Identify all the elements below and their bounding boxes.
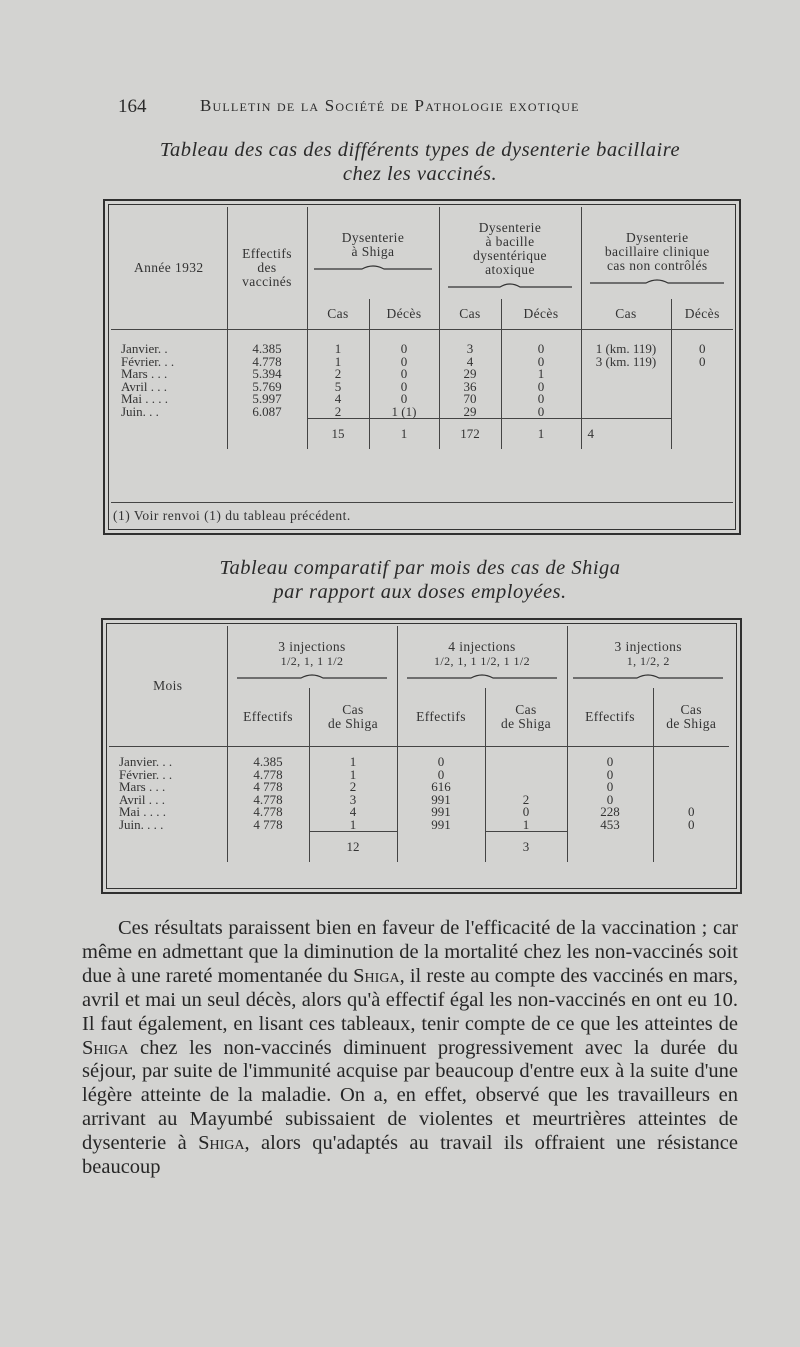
- group1-title: 3 injections: [278, 639, 346, 654]
- effectifs-line3: vaccinés: [242, 273, 292, 289]
- sub-cas: Cas: [439, 299, 501, 329]
- cell: 4 778: [227, 819, 309, 832]
- group3-line1: Dysenterie: [626, 230, 689, 245]
- row-month: Mars . . .: [119, 779, 166, 794]
- sub-cas-line1: Cas: [515, 701, 537, 717]
- cell: 991: [397, 806, 485, 819]
- cell: [653, 756, 729, 769]
- table-row: [111, 406, 733, 419]
- total-cell: 172: [439, 419, 501, 449]
- group1-doses: 1/2, 1, 1 1/2: [280, 654, 344, 668]
- total-cell: 1: [369, 419, 439, 449]
- sub-cas-line1: Cas: [680, 701, 702, 717]
- total-cell: 4: [581, 419, 671, 449]
- row-effectif: 5.769: [227, 381, 307, 394]
- cell: [653, 781, 729, 794]
- row-month: Mars . . .: [121, 366, 168, 381]
- sub-effectifs: Effectifs: [567, 688, 653, 746]
- group1-line2: à Shiga: [351, 244, 395, 259]
- cell: 29: [439, 368, 501, 381]
- brace-ornament: [314, 263, 432, 270]
- row-month: Avril . . .: [121, 378, 167, 394]
- sub-cas: Cas: [307, 299, 369, 329]
- table2-totals-row: [109, 832, 729, 862]
- row-month: Juin. . .: [121, 403, 159, 419]
- cell: 5: [307, 381, 369, 394]
- row-effectif: 4.778: [227, 356, 307, 369]
- cell: 1: [309, 769, 397, 782]
- cell: 0: [369, 381, 439, 394]
- table1-col-year: Année 1932: [111, 207, 227, 329]
- table-row: [109, 769, 729, 782]
- cell: 4.778: [227, 794, 309, 807]
- brace-ornament: [407, 672, 557, 679]
- cell: 0: [653, 806, 729, 819]
- table2-caption-line2: par rapport aux doses employées.: [273, 581, 567, 603]
- table2-caption: [80, 556, 760, 604]
- table-row: [109, 819, 729, 832]
- table1-group-atoxique: [439, 207, 581, 299]
- cell: 4 778: [227, 781, 309, 794]
- table1-footnote: (1) Voir renvoi (1) du tableau précédent.: [113, 508, 351, 523]
- row-effectif: 6.087: [227, 406, 307, 419]
- row-effectif: 4.385: [227, 343, 307, 356]
- table-row: [111, 393, 733, 406]
- cell: 70: [439, 393, 501, 406]
- cell: 0: [369, 368, 439, 381]
- table2-group2: [397, 626, 567, 688]
- cell: 1: [309, 756, 397, 769]
- page-number: 164: [118, 96, 147, 117]
- body-text-part: chez les non-vaccinés diminuent progressivement avec la durée du séjour, par suite de l'immunité acquise par beaucoup d'entre eux à la suite d'une légère atteinte de la maladie. On a, en effet, observé que les travailleurs en arrivant au Mayumbé subissaient de violentes et meurtrières atteintes de dysenterie à: [82, 1036, 738, 1155]
- cell: 0: [567, 769, 653, 782]
- table1-caption-line1: Tableau des cas des différents types de dysenterie bacillaire: [159, 139, 681, 161]
- cell: 991: [397, 794, 485, 807]
- cell: 2: [307, 406, 369, 419]
- cell: 0: [501, 393, 581, 406]
- cell: 0: [501, 356, 581, 369]
- cell: 2: [307, 368, 369, 381]
- group2-line1: Dysenterie: [478, 220, 542, 235]
- cell: 3 (km. 119): [581, 356, 671, 369]
- row-month: Janvier. .: [121, 341, 168, 356]
- table2-frame: [101, 618, 742, 894]
- row-month: Juin. . . .: [119, 816, 164, 832]
- table2-header-row: [109, 626, 729, 688]
- group3-line3: cas non contrôlés: [606, 258, 708, 273]
- sub-cas-shiga: [485, 688, 567, 746]
- table1-group-shiga: [307, 207, 439, 299]
- cell: 0: [369, 356, 439, 369]
- cell: 0: [671, 356, 733, 369]
- cell: 0: [567, 794, 653, 807]
- cell: 0: [369, 393, 439, 406]
- running-head: [118, 96, 740, 120]
- group3-line2: bacillaire clinique: [604, 244, 710, 259]
- body-text-part: , il reste au compte des vaccinés en mars, avril et mai un seul décès, alors qu'à effectif égal les non-vaccinés en ont eu 10. Il faut également, en lisant ces tableaux, tenir compte de ce que les atteintes de: [82, 964, 738, 1035]
- cell: 4.778: [227, 806, 309, 819]
- cell: 0: [567, 781, 653, 794]
- cell: [671, 406, 733, 419]
- group2-doses: 1/2, 1, 1 1/2, 1 1/2: [433, 654, 530, 668]
- row-month: Février. . .: [119, 766, 173, 782]
- cell: [485, 769, 567, 782]
- total-cell: 3: [485, 832, 567, 862]
- effectifs-line2: des: [257, 259, 277, 275]
- cell: 0: [567, 756, 653, 769]
- sub-effectifs: Effectifs: [227, 688, 309, 746]
- cell: [653, 769, 729, 782]
- row-month: Mai . . . .: [121, 391, 168, 406]
- cell: 29: [439, 406, 501, 419]
- cell: 4: [307, 393, 369, 406]
- body-smallcaps: Shiga: [198, 1132, 245, 1155]
- cell: 36: [439, 381, 501, 394]
- table-row: [109, 781, 729, 794]
- sub-cas-line2: de Shiga: [666, 715, 717, 731]
- sub-cas-shiga: [653, 688, 729, 746]
- table2-col-mois: Mois: [109, 626, 227, 746]
- cell: 2: [485, 794, 567, 807]
- total-cell: 15: [307, 419, 369, 449]
- cell: 4.385: [227, 756, 309, 769]
- table1-header-row: [111, 207, 733, 299]
- group2-line3: dysentérique: [473, 248, 547, 263]
- cell: 991: [397, 819, 485, 832]
- cell: [581, 393, 671, 406]
- table1-caption: [80, 138, 760, 186]
- group2-title: 4 injections: [448, 639, 516, 654]
- body-text-part: , alors qu'adaptés au travail ils offraient une résistance beaucoup: [82, 1132, 738, 1179]
- table-row: [109, 756, 729, 769]
- note-rule: [111, 502, 733, 503]
- cell: 0: [397, 756, 485, 769]
- cell: 1: [307, 343, 369, 356]
- cell: [671, 393, 733, 406]
- total-cell: 12: [309, 832, 397, 862]
- group2-line2: à bacille: [485, 234, 535, 249]
- cell: 0: [653, 819, 729, 832]
- cell: 3: [309, 794, 397, 807]
- group3-doses: 1, 1/2, 2: [626, 654, 670, 668]
- cell: 4: [439, 356, 501, 369]
- sub-deces: Décès: [501, 299, 581, 329]
- cell: 1 (1): [369, 406, 439, 419]
- sub-cas-shiga: [309, 688, 397, 746]
- cell: [485, 756, 567, 769]
- cell: 0: [501, 406, 581, 419]
- row-month: Avril . . .: [119, 791, 165, 807]
- cell: 0: [501, 343, 581, 356]
- cell: 2: [309, 781, 397, 794]
- effectifs-line1: Effectifs: [242, 245, 292, 261]
- body-text-part: Ces résultats paraissent bien en faveur de l'efficacité de la vaccination ; car même en admettant que la diminution de la mortalité chez les non-vaccinés soit due à une rareté momentanée du: [82, 917, 738, 987]
- brace-ornament: [590, 277, 724, 284]
- body-smallcaps: Shiga: [82, 1036, 129, 1059]
- brace-ornament: [573, 672, 723, 679]
- cell: 4: [309, 806, 397, 819]
- cell: 453: [567, 819, 653, 832]
- table1-group-clinique: [581, 207, 733, 299]
- body-paragraph: [82, 917, 738, 1180]
- cell: [581, 406, 671, 419]
- cell: [671, 381, 733, 394]
- brace-ornament: [448, 281, 572, 288]
- cell: 0: [671, 343, 733, 356]
- cell: 1: [309, 819, 397, 832]
- cell: 1: [501, 368, 581, 381]
- body-smallcaps: Shiga: [353, 964, 400, 987]
- cell: 3: [439, 343, 501, 356]
- table2-group1: [227, 626, 397, 688]
- cell: 0: [397, 769, 485, 782]
- cell: 0: [369, 343, 439, 356]
- sub-deces: Décès: [671, 299, 733, 329]
- table-row: [111, 356, 733, 369]
- table-row: [109, 794, 729, 807]
- row-month: Mai . . . .: [119, 804, 166, 819]
- total-cell: 1: [501, 419, 581, 449]
- table2-group3: [567, 626, 729, 688]
- table1: [111, 207, 733, 449]
- sub-deces: Décès: [369, 299, 439, 329]
- cell: [581, 381, 671, 394]
- table1-totals-row: [111, 419, 733, 449]
- group2-line4: atoxique: [485, 262, 535, 277]
- row-effectif: 5.997: [227, 393, 307, 406]
- sub-cas-line2: de Shiga: [327, 715, 379, 731]
- cell: 1: [307, 356, 369, 369]
- table1-col-effectifs: [227, 207, 307, 329]
- row-effectif: 5.394: [227, 368, 307, 381]
- cell: 1: [485, 819, 567, 832]
- table-row: [111, 368, 733, 381]
- sub-effectifs: Effectifs: [397, 688, 485, 746]
- table1-frame: [103, 199, 741, 535]
- table1-caption-line2: chez les vaccinés.: [342, 163, 498, 185]
- cell: 0: [501, 381, 581, 394]
- cell: [581, 368, 671, 381]
- cell: [671, 368, 733, 381]
- table-row: [109, 806, 729, 819]
- cell: 1 (km. 119): [581, 343, 671, 356]
- table2-caption-line1: Tableau comparatif par mois des cas de Shiga: [219, 557, 621, 579]
- group1-line1: Dysenterie: [341, 230, 405, 245]
- sub-cas-line1: Cas: [342, 701, 364, 717]
- table2: [109, 626, 729, 862]
- brace-ornament: [237, 672, 387, 679]
- cell: 4.778: [227, 769, 309, 782]
- cell: 0: [485, 806, 567, 819]
- group3-title: 3 injections: [614, 639, 682, 654]
- row-month: Janvier. . .: [119, 754, 173, 769]
- cell: 228: [567, 806, 653, 819]
- table-row: [111, 381, 733, 394]
- sub-cas: Cas: [581, 299, 671, 329]
- sub-cas-line2: de Shiga: [500, 715, 552, 731]
- row-month: Février. . .: [121, 353, 175, 369]
- journal-title: Bulletin de la Société de Pathologie exotique: [200, 96, 580, 115]
- cell: 616: [397, 781, 485, 794]
